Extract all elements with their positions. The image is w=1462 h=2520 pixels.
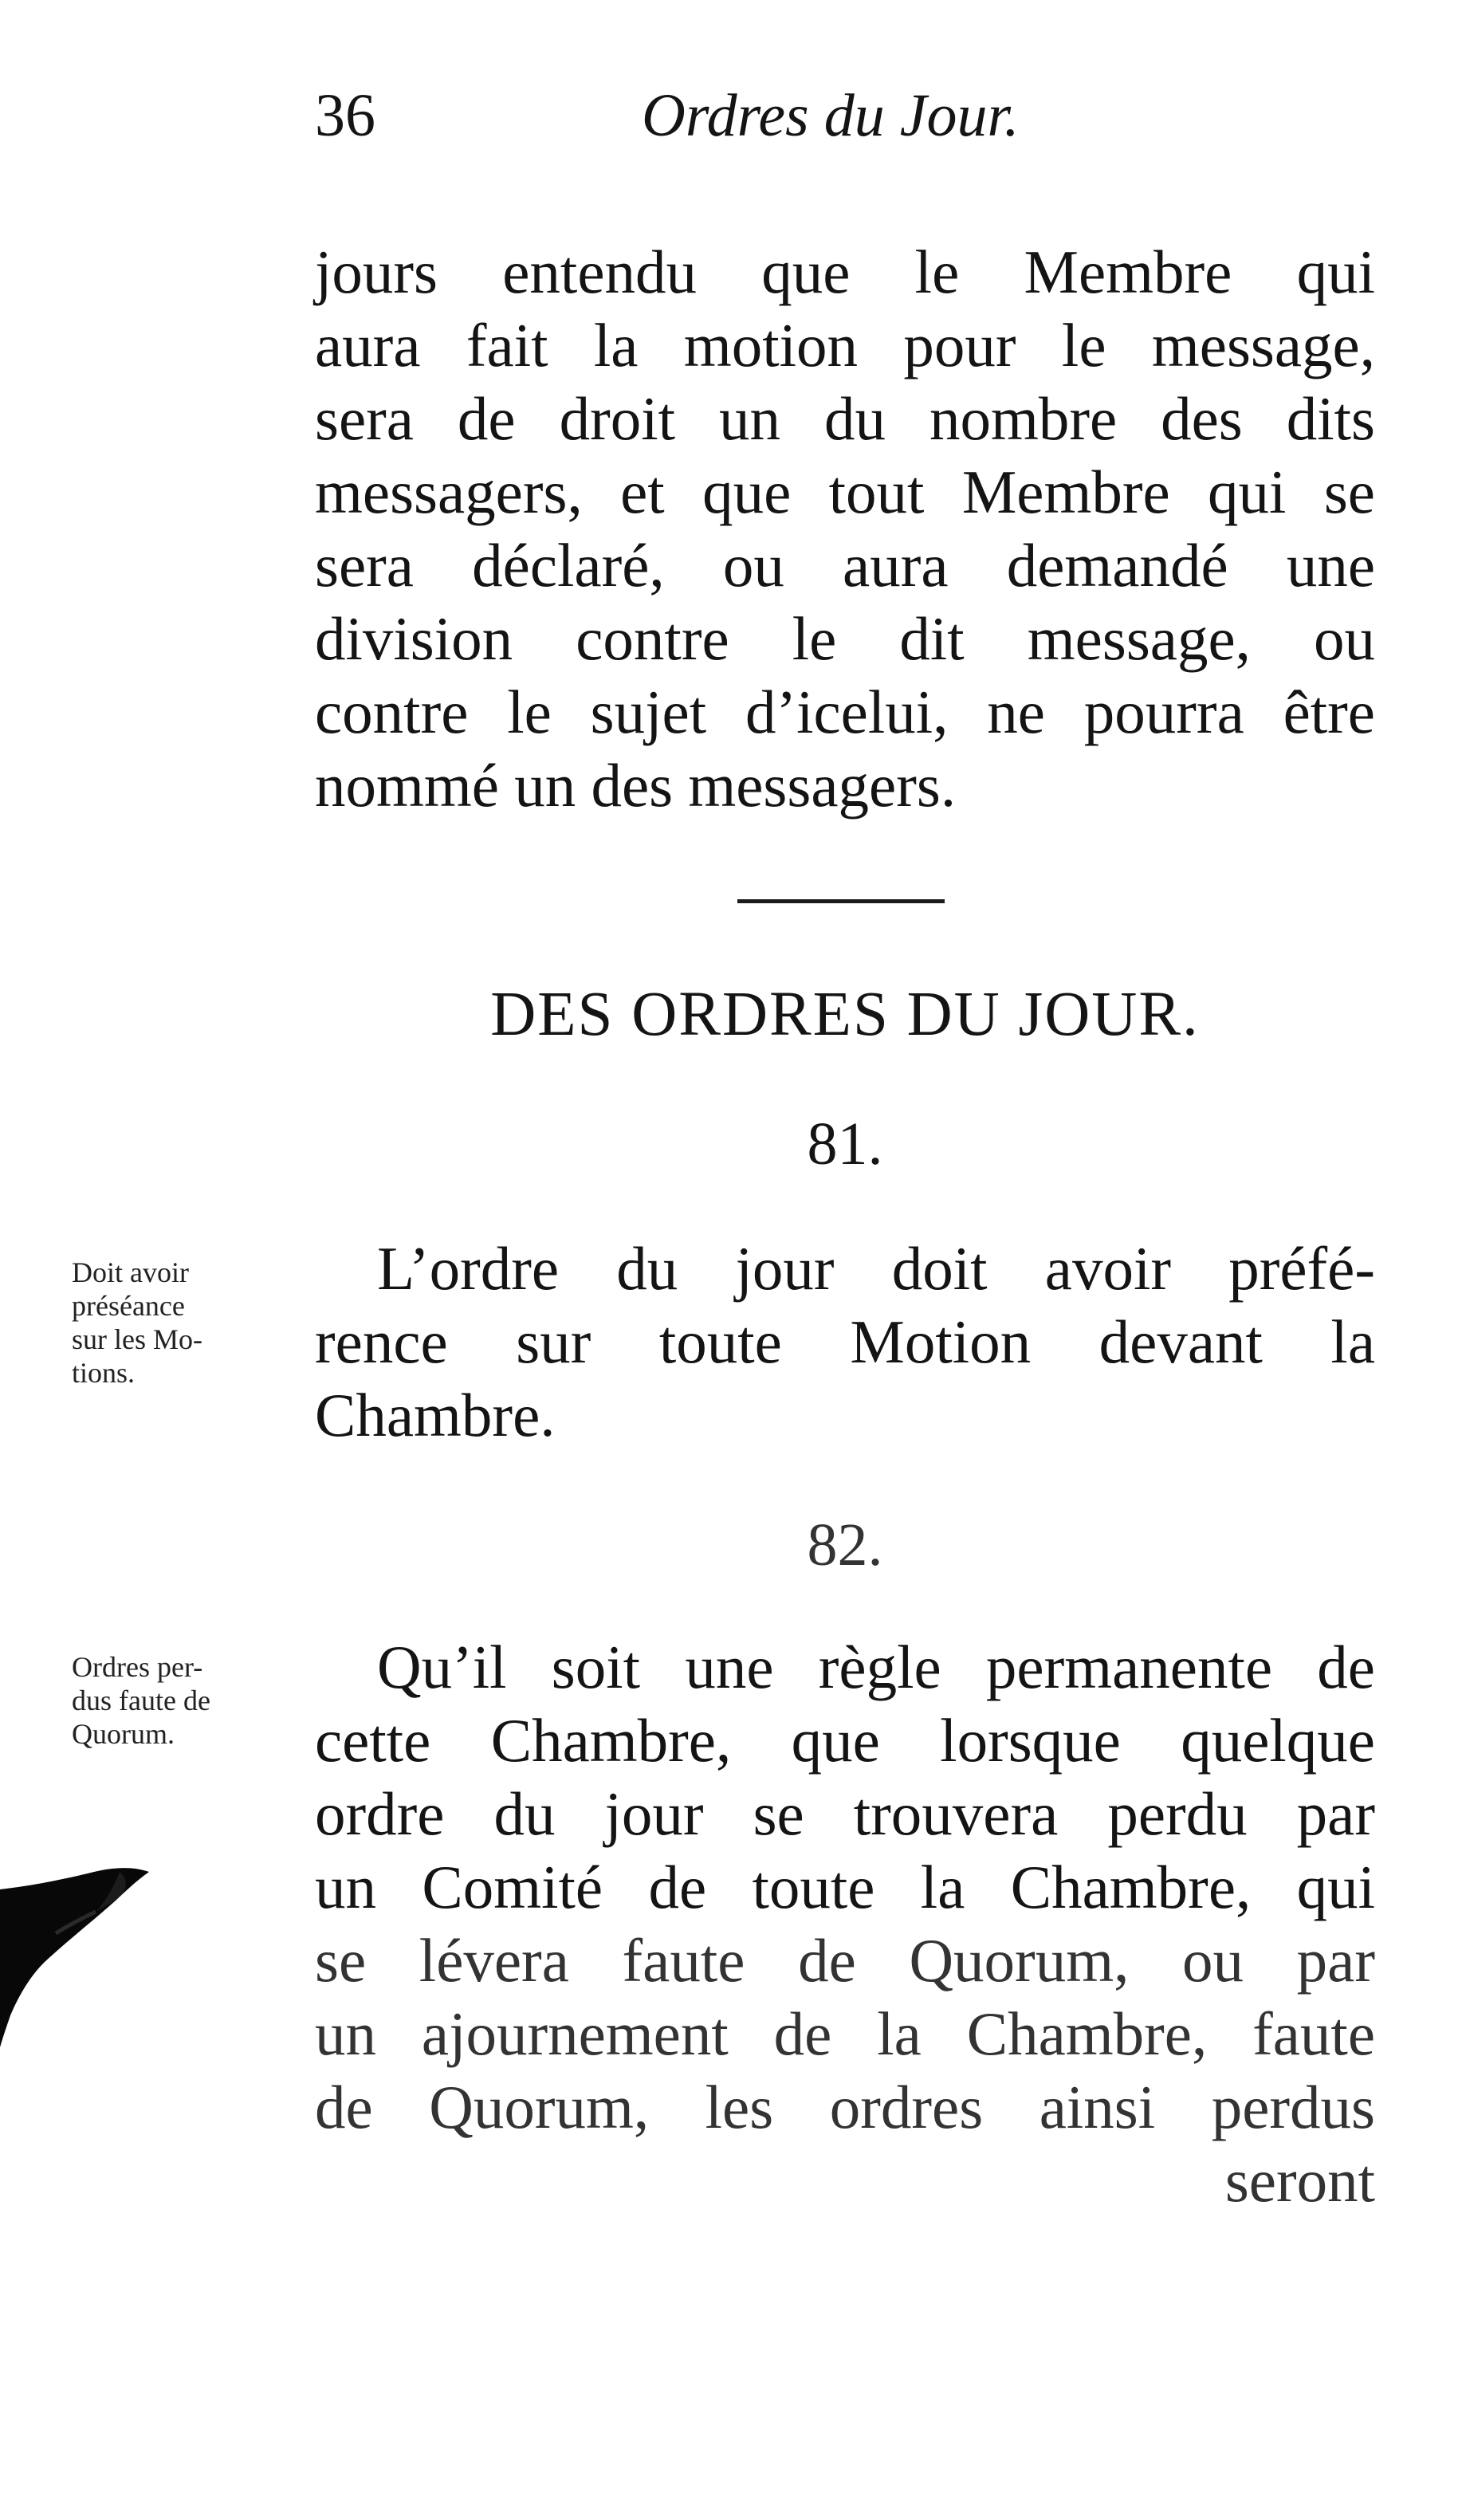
section-heading: DES ORDRES DU JOUR.: [490, 980, 1200, 1049]
text-line: rence sur toute Motion devant la: [315, 1307, 1375, 1376]
text-line: seront: [1224, 2146, 1375, 2215]
text-line: ordre du jour se trouvera perdu par: [315, 1779, 1375, 1848]
margin-note-line: dus faute de: [72, 1685, 210, 1716]
margin-note: [72, 1256, 291, 1390]
text-line: jours entendu que le Membre qui: [315, 238, 1375, 306]
text-line: messagers, et que tout Membre qui se: [315, 458, 1375, 526]
margin-note-line: sur les Mo-: [72, 1323, 202, 1355]
article-paragraph: [315, 1630, 1375, 2217]
margin-note-line: Quorum.: [72, 1718, 175, 1750]
text-line: de Quorum, les ordres ainsi perdus: [315, 2073, 1375, 2141]
text-line: aura fait la motion pour le message,: [315, 311, 1375, 379]
text-line: se lévera faute de Quorum, ou par: [315, 1926, 1375, 1995]
section-divider: [737, 899, 945, 903]
text-line: sera déclaré, ou aura demandé une: [315, 531, 1375, 600]
text-line: un ajournement de la Chambre, faute: [315, 1999, 1375, 2068]
text-line: Chambre.: [315, 1381, 556, 1449]
page-header: [315, 76, 1391, 163]
margin-note-line: tions.: [72, 1357, 136, 1389]
page-number: 36: [315, 82, 375, 149]
text-line: cette Chambre, que lorsque quelque: [315, 1706, 1375, 1775]
text-line: Qu’il soit une règle permanente de: [377, 1633, 1375, 1701]
text-line: L’ordre du jour doit avoir préfé-: [377, 1234, 1375, 1303]
text-line: sera de droit un du nombre des dits: [315, 384, 1375, 453]
margin-note-line: Doit avoir: [72, 1256, 189, 1288]
ink-blot-icon: [0, 1858, 155, 2053]
margin-note-line: Ordres per-: [72, 1651, 203, 1683]
text-line: division contre le dit message, ou: [315, 604, 1375, 673]
text-line: contre le sujet d’icelui, ne pourra être: [315, 678, 1375, 746]
running-title: Ordres du Jour.: [642, 82, 1020, 149]
text-line: nommé un des messagers.: [315, 751, 957, 820]
article-number: 82.: [807, 1512, 883, 1578]
text-line: un Comité de toute la Chambre, qui: [315, 1853, 1375, 1921]
margin-note: [72, 1650, 291, 1751]
article-paragraph: [315, 1232, 1375, 1452]
continued-paragraph: [315, 235, 1375, 822]
article-number: 81.: [807, 1111, 883, 1177]
margin-note-line: préséance: [72, 1290, 185, 1322]
